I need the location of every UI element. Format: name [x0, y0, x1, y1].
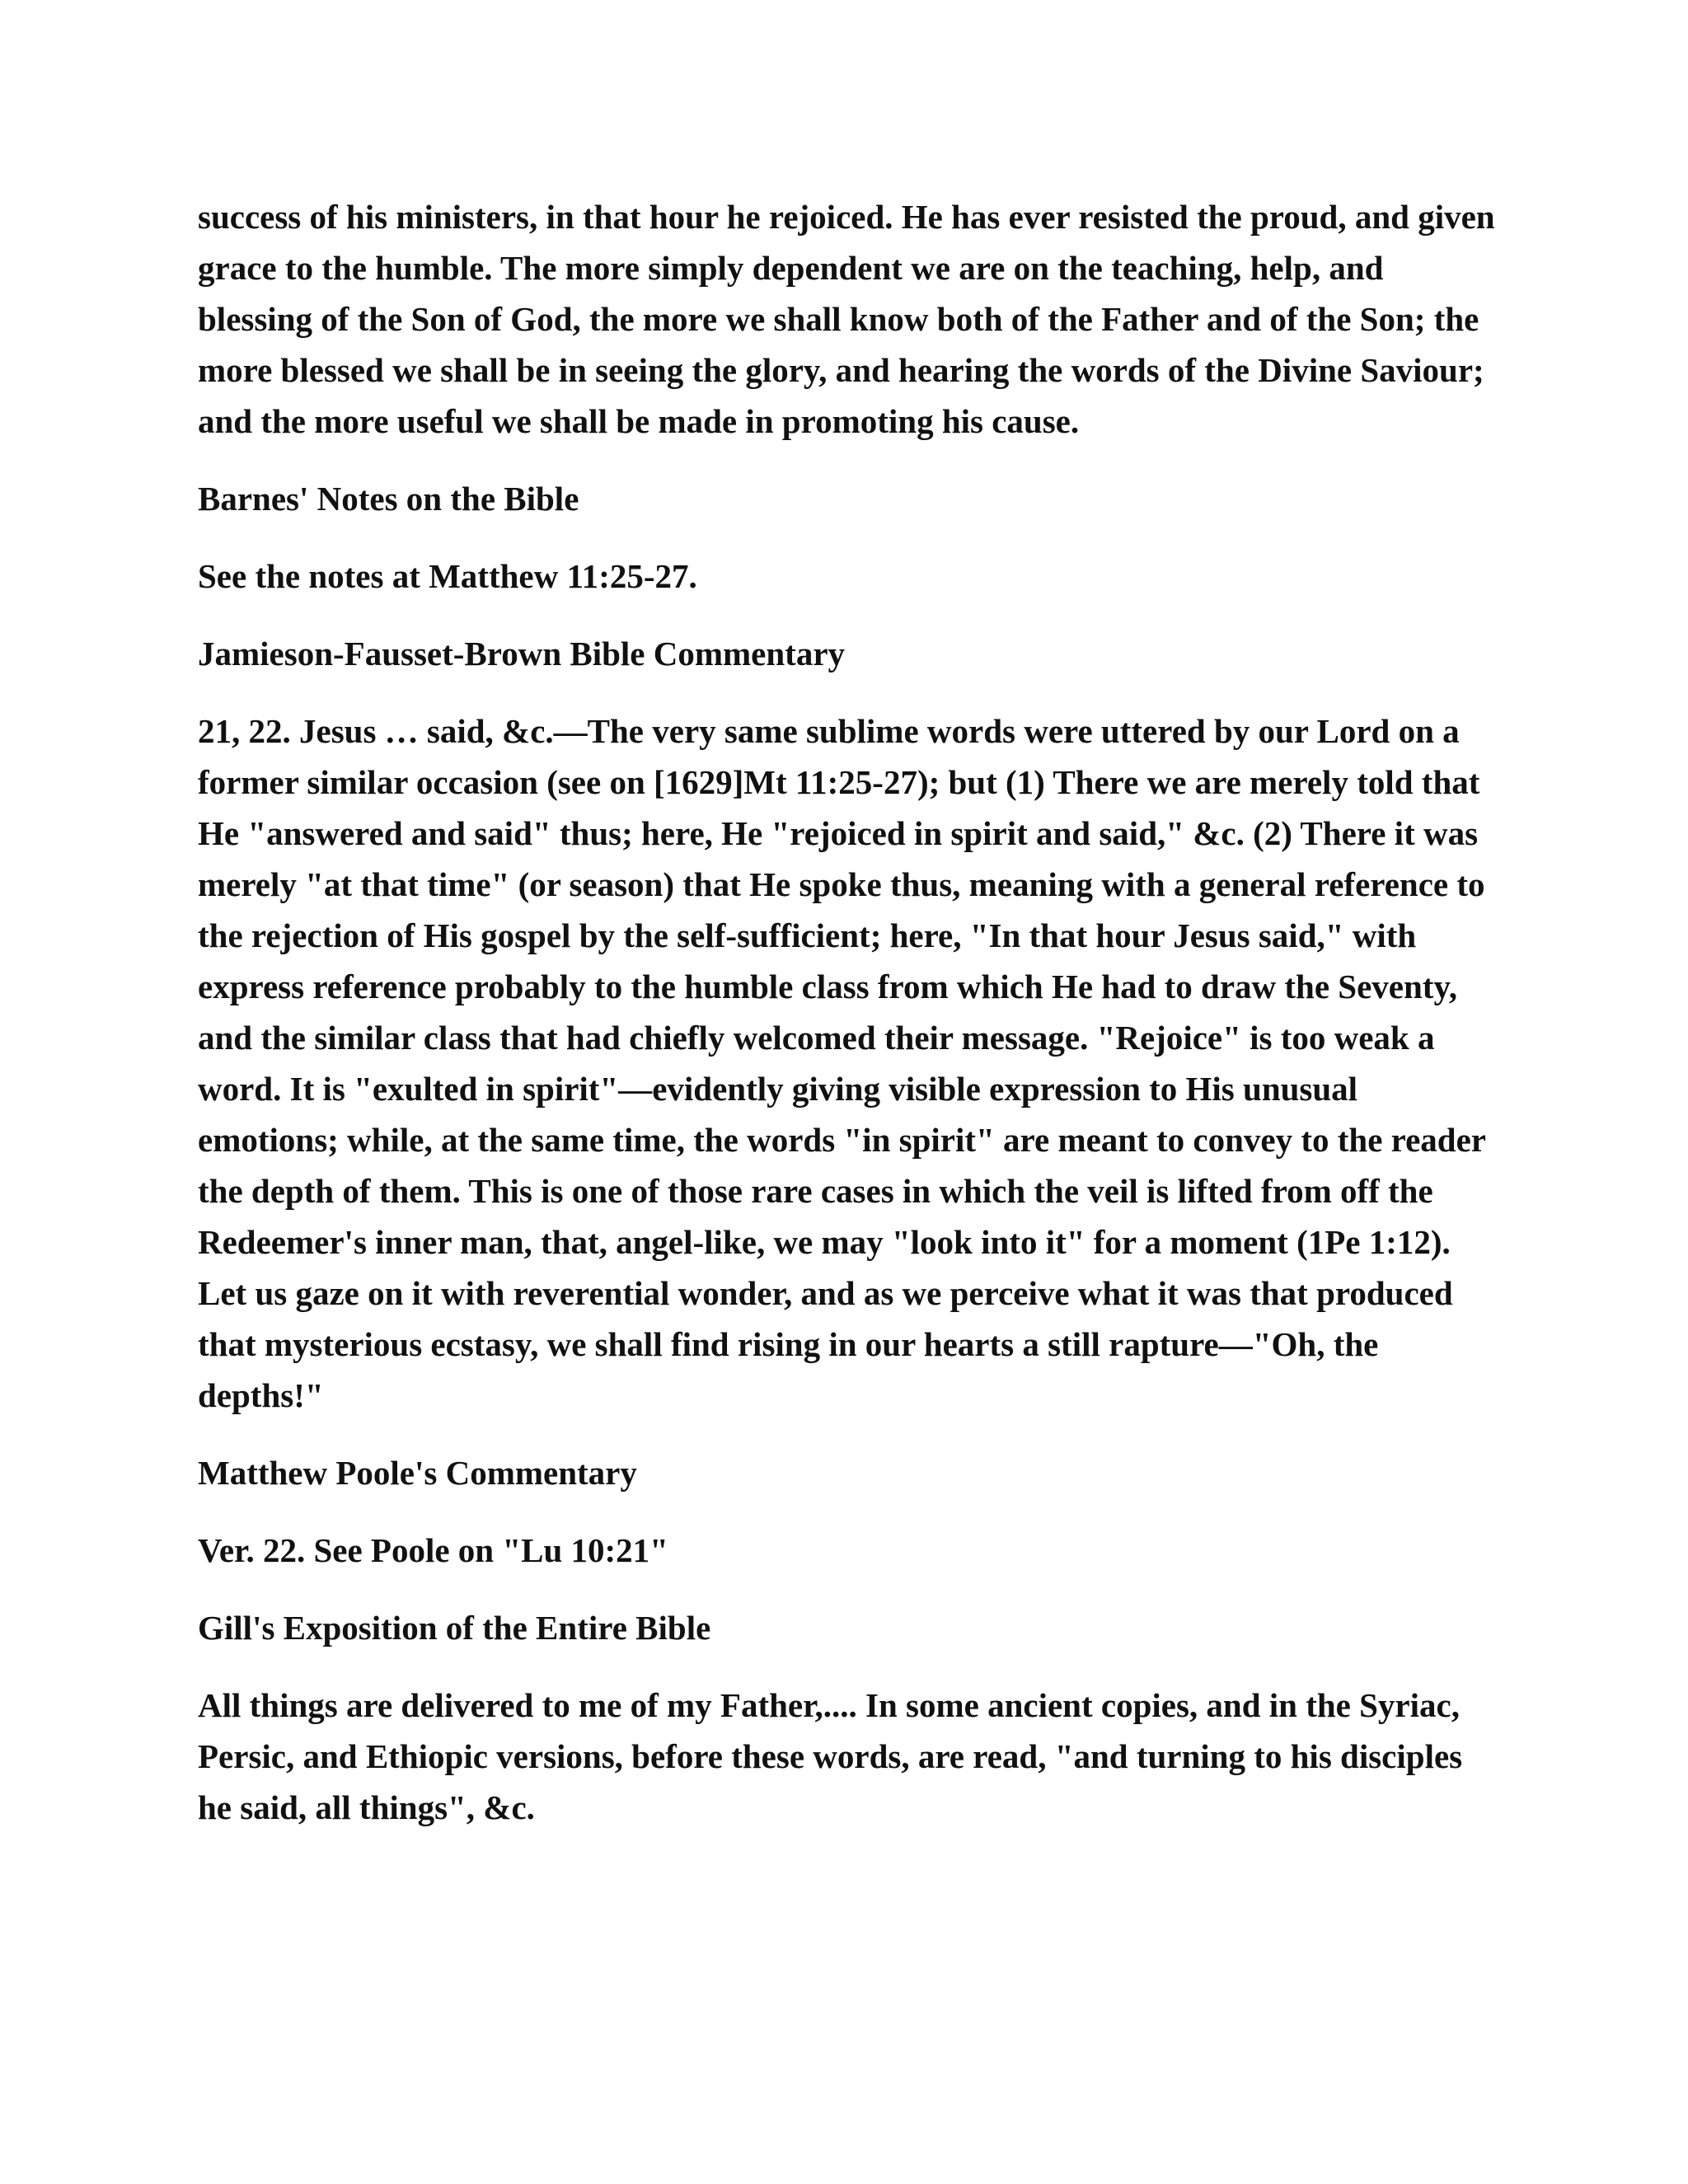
commentary-paragraph-jfb: 21, 22. Jesus … said, &c.—The very same sublime words were uttered by our Lord on a former similar occasion (see on [1629]Mt 11:25-27); but (1) There we are merely told that He "answered and said" thus; here, He "rejoiced in spirit and said," &c. (2) There it was merely "at that time" (or season) that He spoke thus, meaning with a general reference to the rejection of His gospel by the self-sufficient; here, "In that hour Jesus said," with express reference probably to the humble class from which He had to draw the Seventy, and the similar class that had chiefly welcomed their message. "Rejoice" is too weak a word. It is "exulted in spirit"—evidently giving visible expression to His unusual emotions; while, at the same time, the words "in spirit" are meant to convey to the reader the depth of them. This is one of those rare cases in which the veil is lifted from off the Redeemer's inner man, that, angel-like, we may "look into it" for a moment (1Pe 1:12). Let us gaze on it with reverential wonder, and as we perceive what it was that produced that mysterious ecstasy, we shall find rising in our hearts a still rapture—"Oh, the depths!": [198, 712, 1486, 1414]
document-page: [198, 191, 1500, 1859]
commentary-heading-gill: Gill's Exposition of the Entire Bible: [198, 1609, 711, 1647]
commentary-paragraph-continued: success of his ministers, in that hour he rejoiced. He has ever resisted the proud, and given grace to the humble. The more simply dependent we are on the teaching, help, and blessing of the Son of God, the more we shall know both of the Father and of the Son; the more blessed we shall be in seeing the glory, and hearing the words of the Divine Saviour; and the more useful we shall be made in promoting his cause.: [198, 198, 1495, 440]
commentary-paragraph-barnes: See the notes at Matthew 11:25-27.: [198, 557, 697, 595]
commentary-paragraph-gill: All things are delivered to me of my Father,.... In some ancient copies, and in the Syriac, Persic, and Ethiopic versions, before these words, are read, "and turning to his disciples he said, all things", &c.: [198, 1686, 1463, 1826]
commentary-heading-barnes: Barnes' Notes on the Bible: [198, 480, 579, 518]
commentary-heading-poole: Matthew Poole's Commentary: [198, 1454, 637, 1492]
commentary-heading-jfb: Jamieson-Fausset-Brown Bible Commentary: [198, 635, 846, 673]
commentary-paragraph-poole: Ver. 22. See Poole on "Lu 10:21": [198, 1531, 668, 1569]
